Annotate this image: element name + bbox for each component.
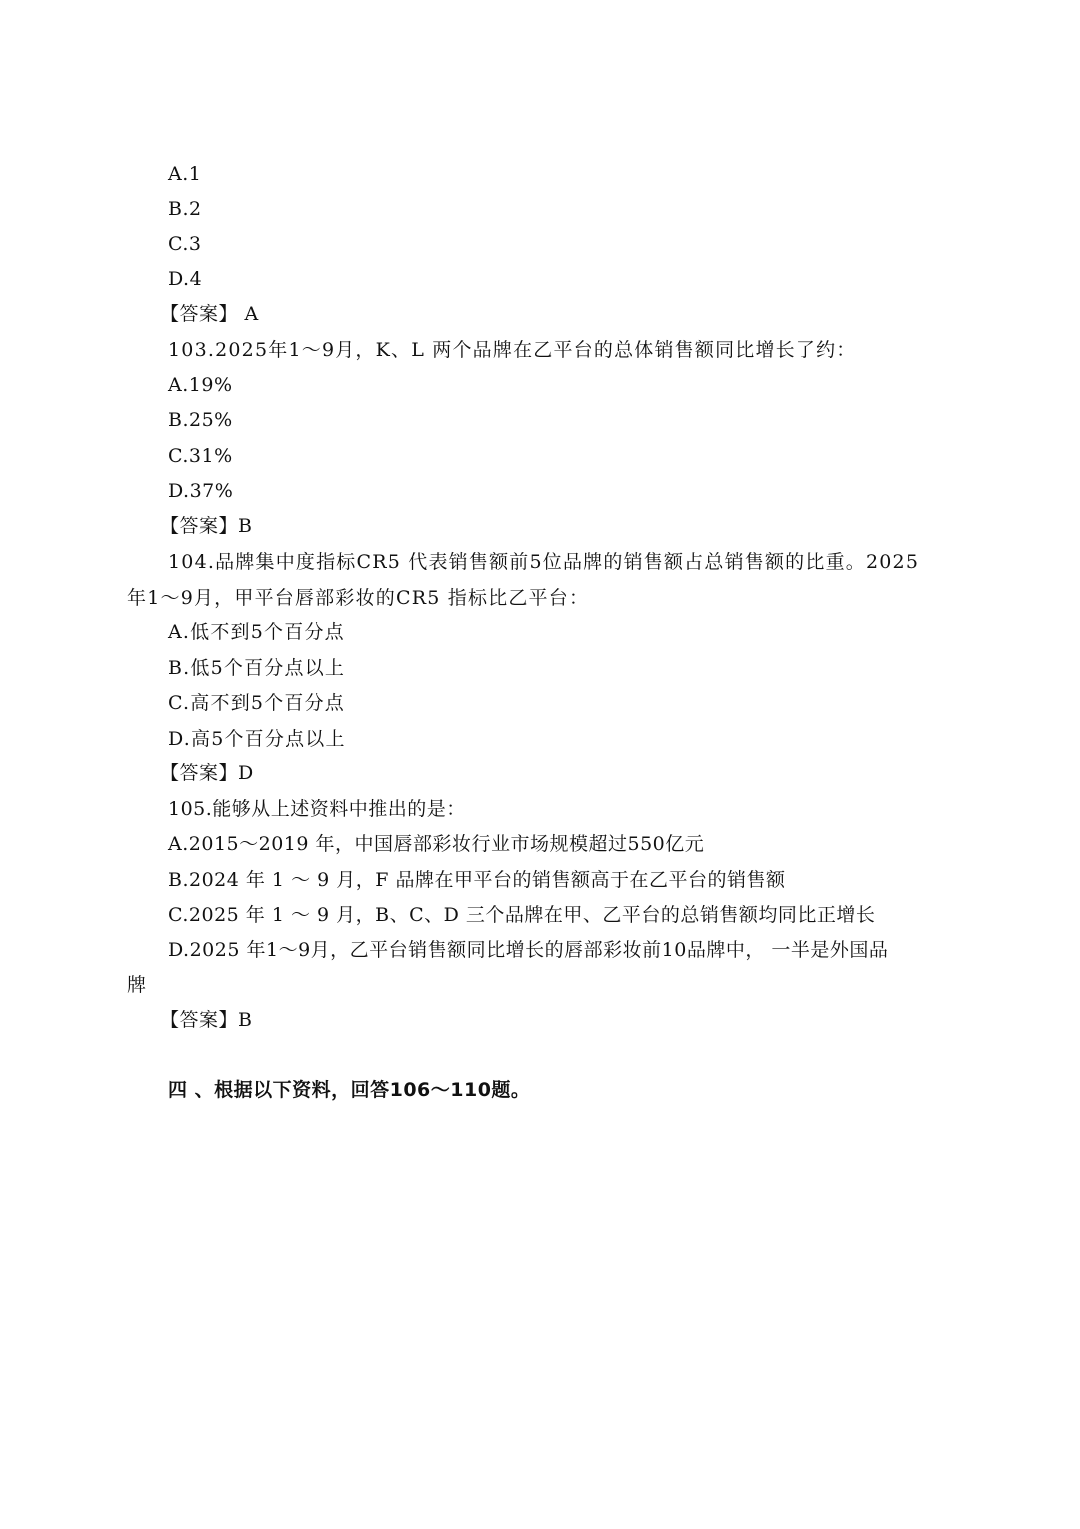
q103-option-b: B.25% <box>168 409 233 431</box>
q103-question: 103.2025年1～9月，K、L 两个品牌在乙平台的总体销售额同比增长了约： <box>168 339 857 361</box>
q104-option-b: B.低5个百分点以上 <box>168 657 346 679</box>
q104-option-c: C.高不到5个百分点 <box>168 692 345 714</box>
q105-option-c: C.2025 年 1 ～ 9 月，B、C、D 三个品牌在甲、乙平台的总销售额均同比正增长 <box>168 904 876 926</box>
q103-option-d: D.37% <box>168 480 234 502</box>
q104-option-a: A.低不到5个百分点 <box>168 621 345 643</box>
q104-question-line1: 104.品牌集中度指标CR5 代表销售额前5位品牌的销售额占总销售额的比重。2025 <box>168 551 920 573</box>
q103-option-c: C.31% <box>168 445 233 467</box>
q105-option-d: D.2025 年1～9月，乙平台销售额同比增长的唇部彩妆前10品牌中， 一半是外国品 <box>168 939 889 961</box>
q105-question: 105.能够从上述资料中推出的是： <box>168 798 466 820</box>
q105-answer: 【答案】B <box>160 1009 253 1031</box>
q102-option-b: B.2 <box>168 198 202 220</box>
q105-option-a: A.2015～2019 年，中国唇部彩妆行业市场规模超过550亿元 <box>168 833 705 855</box>
q104-answer: 【答案】D <box>160 762 254 784</box>
q103-answer: 【答案】B <box>160 515 253 537</box>
q104-option-d: D.高5个百分点以上 <box>168 728 346 750</box>
q102-answer: 【答案】 A <box>160 303 259 325</box>
q102-option-a: A.1 <box>168 163 202 185</box>
q102-option-d: D.4 <box>168 268 203 290</box>
q105-option-b: B.2024 年 1 ～ 9 月，F 品牌在甲平台的销售额高于在乙平台的销售额 <box>168 869 786 891</box>
q105-option-d-wrap: 牌 <box>127 974 147 996</box>
q102-option-c: C.3 <box>168 233 202 255</box>
q103-option-a: A.19% <box>168 374 233 396</box>
q104-question-line2: 年1～9月，甲平台唇部彩妆的CR5 指标比乙平台： <box>127 587 590 609</box>
section-heading: 四 、根据以下资料，回答106～110题。 <box>168 1079 531 1101</box>
